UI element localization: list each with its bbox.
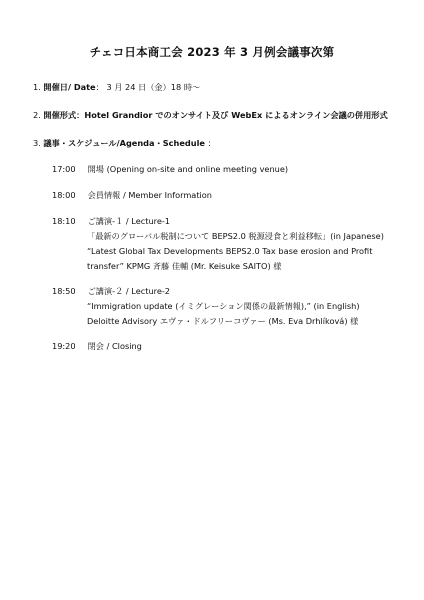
page-title: チェコ日本商工会 2023 年 3 月例会議事次第 [89, 45, 335, 59]
section-label: 開催日/ Date [43, 82, 96, 92]
lecture-detail-line: “Immigration update (イミグレーション関係の最新情報),” (in English) [87, 301, 360, 311]
schedule-text: 会員情報 / Member Information [87, 190, 212, 200]
schedule-time: 17:00 [52, 164, 76, 174]
schedule-time: 18:50 [52, 286, 76, 296]
section-value: 3 月 24 日（金）18 時～ [106, 82, 201, 92]
lecture-detail-line: transfer” KPMG 斉藤 佳輔 (Mr. Keisuke SAITO) 様 [87, 261, 282, 271]
section-number: 3. [33, 138, 41, 148]
schedule-text: ご講演-２ / Lecture-2 [87, 286, 171, 296]
schedule-item [52, 286, 170, 297]
lecture-detail-line: 「最新のグローバル税制について BEPS2.0 税源浸食と利益移転」(in Japanese) [87, 231, 384, 241]
section-value: ： [207, 138, 216, 148]
schedule-text: 開場 (Opening on-site and online meeting venue) [87, 164, 289, 174]
schedule-text: 閉会 / Closing [87, 341, 142, 351]
schedule-time: 18:10 [52, 216, 76, 226]
schedule-item [52, 164, 288, 175]
section-format [33, 110, 388, 121]
schedule-time: 19:20 [52, 341, 76, 351]
section-number: 2. [33, 110, 41, 120]
schedule-item [52, 341, 142, 352]
lecture-detail-line: “Latest Global Tax Developments BEPS2.0 Tax base erosion and Profit [87, 246, 373, 256]
schedule-time: 18:00 [52, 190, 76, 200]
section-label: 議事・スケジュール/Agenda・Schedule [43, 138, 205, 148]
schedule-item [52, 216, 170, 227]
lecture-detail-line: Deloitte Advisory エヴァ・ドルフリーコヴァー (Ms. Eva Drhlíková) 様 [87, 316, 359, 326]
section-date: 1. 開催日/ Date： 3 月 24 日（金）18 時～ [33, 82, 201, 92]
section-agenda [33, 138, 216, 149]
schedule-text: ご講演-１ / Lecture-1 [87, 216, 171, 226]
schedule-item [52, 190, 212, 201]
section-label: 開催形式：Hotel Grandior でのオンサイト及び WebEx によるオンライン会議の併用形式 [43, 110, 388, 120]
section-number: 1. [33, 82, 41, 92]
